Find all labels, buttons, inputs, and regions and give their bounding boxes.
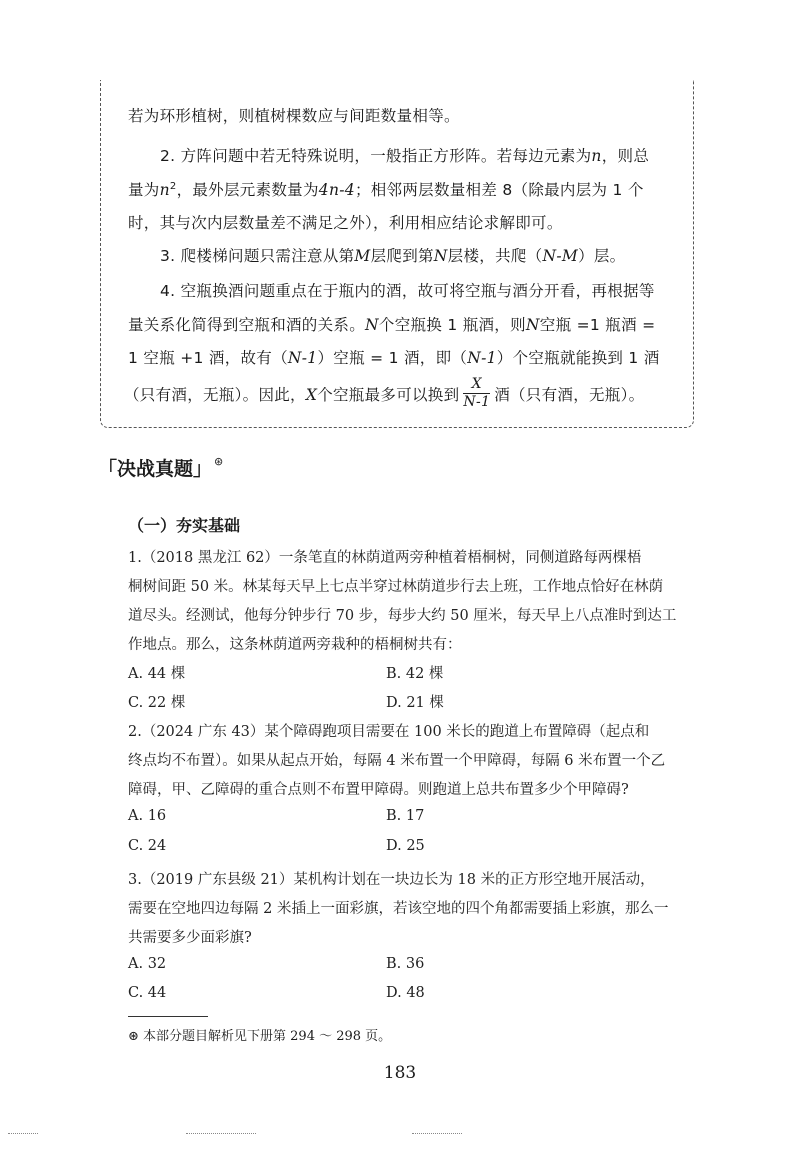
tip-square-array-line1: 2. 方阵问题中若无特殊说明，一般指正方形阵。若每边元素为n，则总	[160, 147, 650, 165]
q2-option-a: A. 16	[128, 808, 167, 824]
q3-option-b: B. 36	[386, 956, 425, 972]
tip-bottle-line1: 4. 空瓶换酒问题重点在于瓶内的酒，故可将空瓶与酒分开看，再根据等	[160, 282, 655, 300]
q3-option-a: A. 32	[128, 956, 167, 972]
fraction-x-over-n-minus-1: $\frac{X}{N-1}$	[463, 376, 491, 410]
section-heading: 「决战真题」 ⊛	[98, 455, 224, 480]
q1-option-d: D. 21 棵	[386, 695, 444, 711]
tip-square-array-line2: 量为$n^2$，最外层元素数量为4n-4；相邻两层数量相差 8（除最内层为 1 个	[128, 180, 644, 199]
q1-option-b: B. 42 棵	[386, 666, 444, 682]
scan-artifact	[186, 1133, 256, 1136]
footnote: ⊛ 本部分题目解析见下册第 294 ～ 298 页。	[128, 1029, 392, 1044]
q2-line1: 2.（2024 广东 43）某个障碍跑项目需要在 100 米长的跑道上布置障碍（起点和	[128, 724, 650, 740]
tip-square-array-line3: 时，其与次内层数量差不满足之外），利用相应结论求解即可。	[128, 214, 563, 232]
tip-bottle-line4: （只有酒，无瓶）。因此，X个空瓶最多可以换到 $\frac{X}{N-1}$ 酒（只有酒，无瓶）。	[124, 376, 645, 410]
footnote-divider	[128, 1016, 208, 1017]
q1-line1: 1.（2018 黑龙江 62）一条笔直的林荫道两旁种植着梧桐树，同侧道路每两棵梧	[128, 550, 642, 566]
q3-line3: 共需要多少面彩旗?	[128, 930, 252, 946]
page-number: 183	[383, 1063, 417, 1083]
tip-line-ring-planting: 若为环形植树，则植树棵数应与间距数量相等。	[128, 107, 460, 125]
q1-line4: 作地点。那么，这条林荫道两旁栽种的梧桐树共有：	[128, 637, 462, 653]
q2-option-b: B. 17	[386, 808, 425, 824]
q2-line2: 终点均不布置）。如果从起点开始，每隔 4 米布置一个甲障碍，每隔 6 米布置一个乙	[128, 753, 666, 769]
tip-bottle-line3: 1 空瓶 +1 酒，故有（N-1）空瓶 = 1 酒，即（N-1）个空瓶就能换到 1 酒	[128, 349, 660, 367]
q1-line3: 道尽头。经测试，他每分钟步行 70 步，每步大约 50 厘米，每天早上八点准时到达工	[128, 608, 677, 624]
q1-line2: 桐树间距 50 米。林某每天早上七点半穿过林荫道步行去上班，工作地点恰好在林荫	[128, 579, 664, 595]
tip-bottle-line2: 量关系化简得到空瓶和酒的关系。N个空瓶换 1 瓶酒，则N空瓶 =1 瓶酒 =	[128, 316, 656, 334]
q1-option-a: A. 44 棵	[128, 666, 186, 682]
q1-option-c: C. 22 棵	[128, 695, 186, 711]
q2-option-c: C. 24	[128, 838, 167, 854]
scan-artifact	[8, 1133, 38, 1136]
subsection-heading: （一）夯实基础	[128, 516, 241, 535]
q2-option-d: D. 25	[386, 838, 425, 854]
tip-stairs: 3. 爬楼梯问题只需注意从第M层爬到第N层楼，共爬（N-M）层。	[160, 247, 626, 265]
footnote-star-icon: ⊛	[214, 455, 224, 468]
scan-artifact	[412, 1133, 462, 1136]
q3-option-d: D. 48	[386, 985, 425, 1001]
q3-line1: 3.（2019 广东县级 21）某机构计划在一块边长为 18 米的正方形空地开展活动，	[128, 872, 655, 888]
q2-line3: 障碍，甲、乙障碍的重合点则不布置甲障碍。则跑道上总共布置多少个甲障碍?	[128, 782, 629, 798]
q3-line2: 需要在空地四边每隔 2 米插上一面彩旗，若该空地的四个角都需要插上彩旗，那么一	[128, 901, 669, 917]
q3-option-c: C. 44	[128, 985, 167, 1001]
